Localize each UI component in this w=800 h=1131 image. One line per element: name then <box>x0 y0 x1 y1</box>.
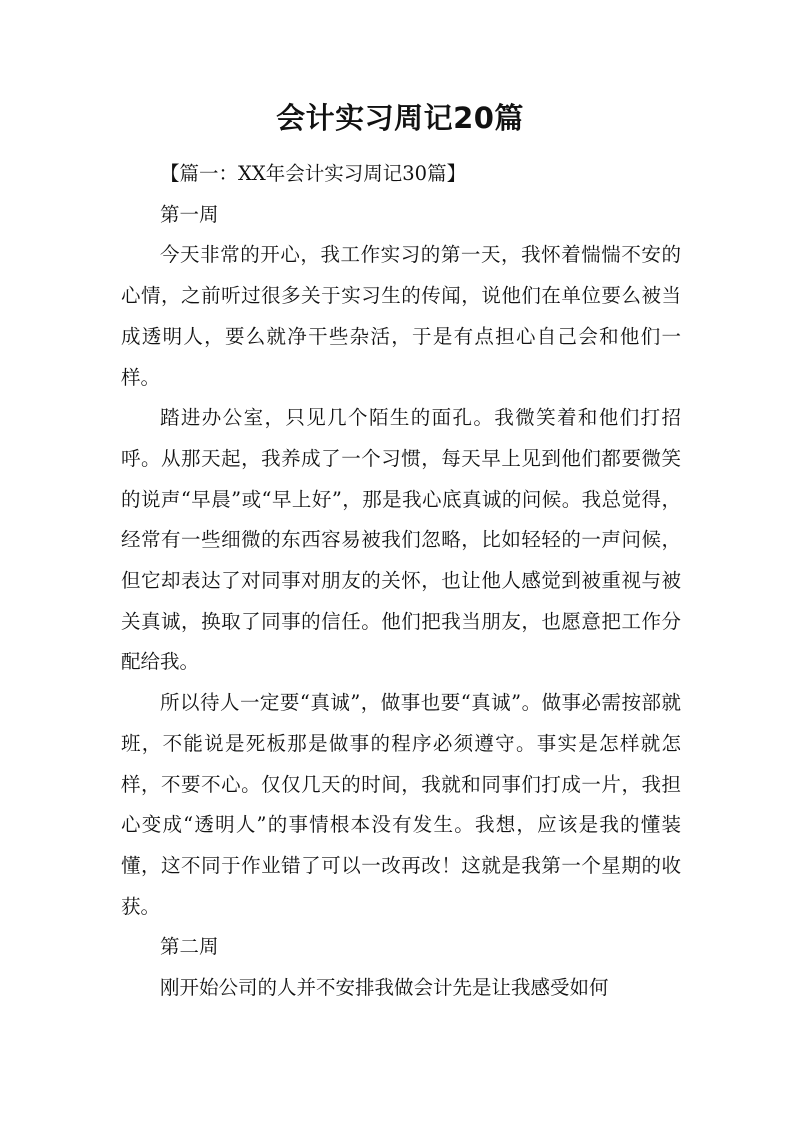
body-paragraph: 刚开始公司的人并不安排我做会计先是让我感受如何 <box>160 976 609 1000</box>
document-title: 会计实习周记20篇 <box>276 101 524 135</box>
section-heading: 【篇一：XX年会计实习周记30篇】 <box>160 162 467 185</box>
body-paragraph: 所以待人一定要“真诚”，做事也要“真诚”。做事必需按部就班，不能说是死板那是做事的程序必须遵守。事实是怎样就怎样，不要不心。仅仅几天的时间，我就和同事们打成一片，我担心变成“透明人”的事情根本没有发生。我想，应该是我的懂装懂，这不同于作业错了可以一改再改！这就是我第一个星期的收获。 <box>121 691 681 918</box>
document-body <box>121 154 681 1009</box>
week-heading: 第二周 <box>160 935 219 959</box>
body-paragraph: 今天非常的开心，我工作实习的第一天，我怀着惴惴不安的心情，之前听过很多关于实习生的传闻，说他们在单位要么被当成透明人，要么就净干些杂活，于是有点担心自己会和他们一样。 <box>121 243 681 389</box>
body-paragraph: 踏进办公室，只见几个陌生的面孔。我微笑着和他们打招呼。从那天起，我养成了一个习惯，每天早上见到他们都要微笑的说声“早晨”或“早上好”，那是我心底真诚的问候。我总觉得，经常有一些细微的东西容易被我们忽略，比如轻轻的一声问候，但它却表达了对同事对朋友的关怀，也让他人感觉到被重视与被关真诚，换取了同事的信任。他们把我当朋友，也愿意把工作分配给我。 <box>121 406 681 674</box>
week-heading: 第一周 <box>160 202 219 226</box>
